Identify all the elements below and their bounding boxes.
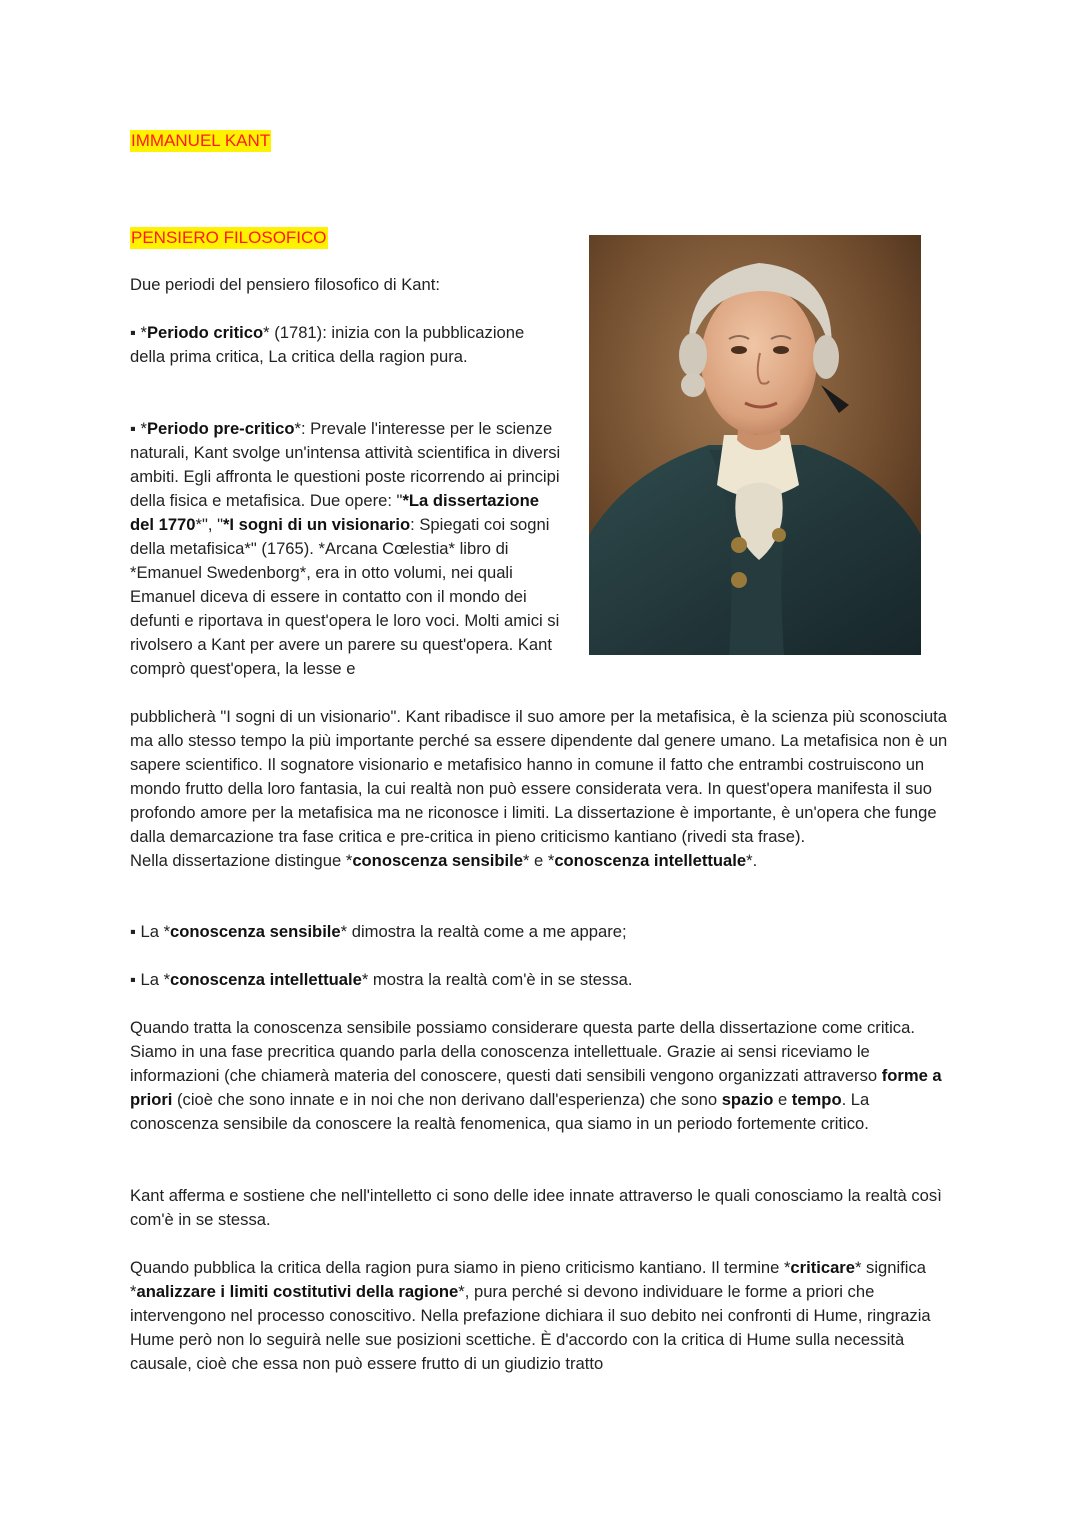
conoscenza-intellettuale-item: ▪ La *conoscenza intellettuale* mostra la realtà com'è in se stessa. (130, 970, 633, 989)
periodo-precritico-item: ▪ *Periodo pre-critico*: Prevale l'interesse per le scienze naturali, Kant svolge un'intensa attività scientifica in diversi ambiti. Egli affronta le questioni poste ricorrendo ai principi della fisica e metafisica. Due opere: "*La dissertazione del 1770*", "*I sogni di un visionario: Spiegati coi sogni della metafisica*" (1765). *Arcana Cœlestia* libro di *Emanuel Swedenborg*, era in otto volumi, nei quali Emanuel diceva di essere in contatto con il mondo dei defunti e riportava in quest'opera le loro voci. Molti amici si rivolsero a Kant per avere un parere su quest'opera. Kant comprò quest'opera, la lesse e (130, 419, 561, 678)
section-title: PENSIERO FILOSOFICO (131, 228, 327, 247)
bullet: ▪ (130, 922, 136, 941)
continuation-paragraph: pubblicherà "I sogni di un visionario". Kant ribadisce il suo amore per la metafisica, è la scienza più sconosciuta ma allo stesso tempo la più importante perché sa essere dipendente dal genere umano. La metafisica non è un sapere scientifico. Il sognatore visionario e metafisico hanno in comune il fatto che entrambi costruiscono un mondo frutto della loro fantasia, la cui realtà non può essere considerata vera. In quest'opera manifesta il suo profondo amore per la metafisica ma ne riconosce i limiti. La dissertazione è importante, è un'opera che funge dalla demarcazione tra fase critica e pre-critica in pieno criticismo kantiano (rivedi sta frase). Nella dissertazione distingue *conoscenza sensibile* e *conoscenza intellettuale*. (130, 707, 948, 870)
bullet: ▪ (130, 323, 136, 342)
paragraph-critica: Quando pubblica la critica della ragion pura siamo in pieno criticismo kantiano. Il termine *criticare* significa *analizzare i limiti costitutivi della ragione*, pura perché si devono individuare le forme a priori che intervengono nel processo conoscitivo. Nella prefazione dichiara il suo debito nei confronti di Hume, ringrazia Hume però non lo seguirà nelle sue posizioni scettiche. È d'accordo con la critica di Hume sulla necessità causale, cioè che essa non può essere frutto di un giudizio tratto (130, 1258, 931, 1373)
conoscenza-sensibile-item: ▪ La *conoscenza sensibile* dimostra la realtà come a me appare; (130, 922, 627, 941)
paragraph-sensibile: Quando tratta la conoscenza sensibile possiamo considerare questa parte della dissertazione come critica. Siamo in una fase precritica quando parla della conoscenza intellettuale. Grazie ai sensi riceviamo le informazioni (che chiamerà materia del conoscere, questi dati sensibili vengono organizzati attraverso forme a priori (cioè che sono innate e in noi che non derivano dall'esperienza) che sono spazio e tempo. La conoscenza sensibile da conoscere la realtà fenomenica, qua siamo in un periodo fortemente critico. (130, 1018, 942, 1133)
paragraph-idee: Kant afferma e sostiene che nell'intelletto ci sono delle idee innate attraverso le quali conosciamo la realtà così com'è in se stessa. (130, 1186, 942, 1229)
periodo-critico-item: ▪ *Periodo critico* (1781): inizia con la pubblicazione della prima critica, La critica della ragion pura. (130, 323, 525, 366)
bullet: ▪ (130, 970, 136, 989)
kant-portrait (589, 235, 921, 655)
periodo-precritico-label: Periodo pre-critico (146, 419, 295, 438)
document-title: IMMANUEL KANT (131, 131, 271, 150)
bullet: ▪ (130, 419, 136, 438)
periodo-critico-label: Periodo critico (146, 323, 264, 342)
intro-text: Due periodi del pensiero filosofico di Kant: (130, 275, 440, 294)
